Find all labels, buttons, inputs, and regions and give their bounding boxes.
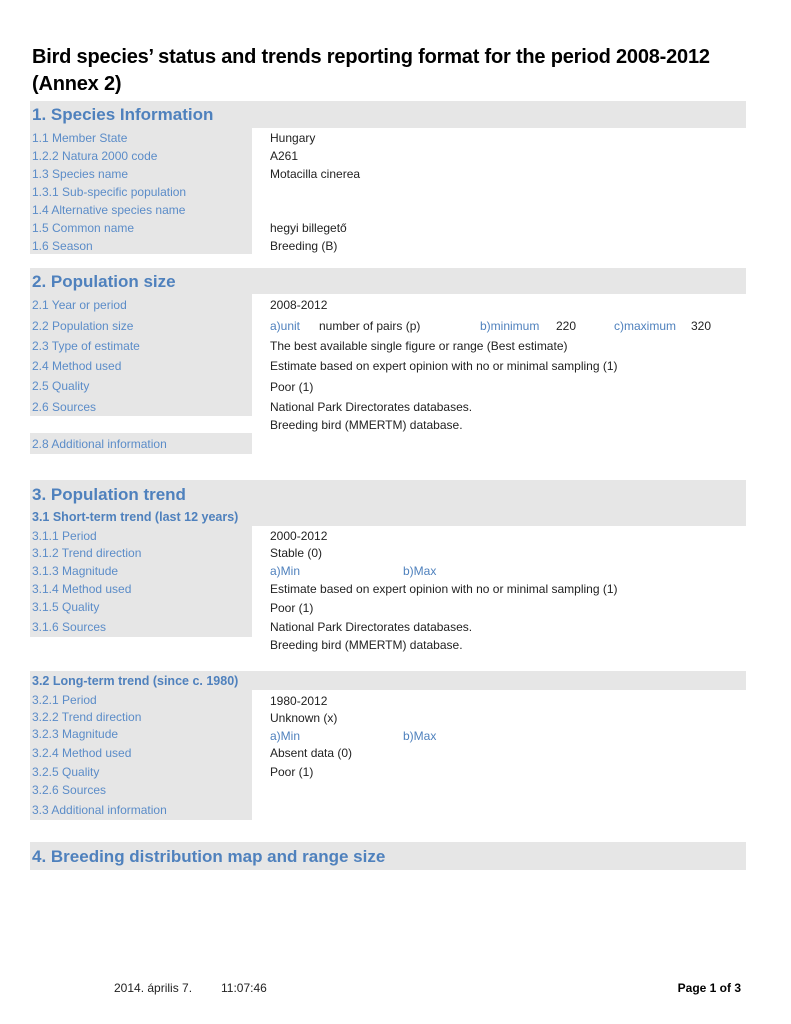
long-term-label-column xyxy=(30,690,252,820)
section-2-heading: 2. Population size xyxy=(32,272,176,291)
species-name-value: Motacilla cinerea xyxy=(270,167,361,181)
type-of-estimate-value: The best available single figure or range (Best estimate) xyxy=(270,339,568,353)
unit-value: number of pairs (p) xyxy=(319,319,421,333)
footer-date: 2014. április 7. xyxy=(114,981,193,995)
long-min-label: a)Min xyxy=(270,729,301,743)
member-state-value: Hungary xyxy=(270,131,316,145)
method-used-value: Estimate based on expert opinion with no or minimal sampling (1) xyxy=(270,359,618,373)
long-quality-value: Poor (1) xyxy=(270,765,314,779)
footer-time: 11:07:46 xyxy=(221,981,267,995)
short-quality-value: Poor (1) xyxy=(270,601,314,615)
subspecific-population-label: 1.3.1 Sub-specific population xyxy=(32,185,187,199)
long-period-value: 1980-2012 xyxy=(270,694,328,708)
title-line-1: Bird species’ status and trends reporting format for the period 2008-2012 xyxy=(32,46,710,68)
short-max-label: b)Max xyxy=(403,564,437,578)
section-1-heading: 1. Species Information xyxy=(32,105,214,124)
type-of-estimate-label: 2.3 Type of estimate xyxy=(32,339,140,353)
maximum-label: c)maximum xyxy=(614,319,676,333)
long-direction-label: 3.2.2 Trend direction xyxy=(32,710,142,724)
section-3-header xyxy=(30,480,746,508)
alternative-species-name-label: 1.4 Alternative species name xyxy=(32,203,186,217)
common-name-label: 1.5 Common name xyxy=(32,221,135,235)
minimum-label: b)minimum xyxy=(480,319,540,333)
long-direction-value: Unknown (x) xyxy=(270,711,338,725)
trend-additional-info-label: 3.3 Additional information xyxy=(32,803,167,817)
sources-label: 2.6 Sources xyxy=(32,400,97,414)
short-period-value: 2000-2012 xyxy=(270,529,328,543)
short-sources-label: 3.1.6 Sources xyxy=(32,620,107,634)
long-term-trend-header xyxy=(30,671,746,690)
long-method-value: Absent data (0) xyxy=(270,746,353,760)
short-quality-label: 3.1.5 Quality xyxy=(32,600,100,614)
section-2-additional-row xyxy=(30,433,252,454)
long-sources-label: 3.2.6 Sources xyxy=(32,783,107,797)
page-number: Page 1 of 3 xyxy=(677,981,741,995)
long-max-label: b)Max xyxy=(403,729,437,743)
section-2-label-column xyxy=(30,294,252,416)
season-label: 1.6 Season xyxy=(32,239,93,253)
document-title xyxy=(32,44,752,98)
short-magnitude-label: 3.1.3 Magnitude xyxy=(32,564,119,578)
section-2-header xyxy=(30,268,746,294)
section-4-header xyxy=(30,842,746,870)
short-sources-line-1: National Park Directorates databases. xyxy=(270,620,473,634)
natura-code-value: A261 xyxy=(270,149,299,163)
member-state-label: 1.1 Member State xyxy=(32,131,128,145)
short-term-trend-header xyxy=(30,508,746,526)
long-term-trend-heading: 3.2 Long-term trend (since c. 1980) xyxy=(32,674,239,688)
long-magnitude-label: 3.2.3 Magnitude xyxy=(32,727,119,741)
sources-value-line-2: Breeding bird (MMERTM) database. xyxy=(270,418,463,432)
section-3-heading: 3. Population trend xyxy=(32,485,186,504)
method-used-label: 2.4 Method used xyxy=(32,359,122,373)
long-period-label: 3.2.1 Period xyxy=(32,693,97,707)
short-period-label: 3.1.1 Period xyxy=(32,529,97,543)
unit-label: a)unit xyxy=(270,319,301,333)
year-period-label: 2.1 Year or period xyxy=(32,298,127,312)
maximum-value: 320 xyxy=(691,319,712,333)
section-4-heading: 4. Breeding distribution map and range size xyxy=(32,847,386,866)
population-size-label: 2.2 Population size xyxy=(32,319,134,333)
section-1-label-column xyxy=(30,128,252,254)
long-quality-label: 3.2.5 Quality xyxy=(32,765,100,779)
quality-label: 2.5 Quality xyxy=(32,379,90,393)
short-sources-line-2: Breeding bird (MMERTM) database. xyxy=(270,638,463,652)
short-method-value: Estimate based on expert opinion with no or minimal sampling (1) xyxy=(270,582,618,596)
quality-value: Poor (1) xyxy=(270,380,314,394)
section-1-header xyxy=(30,101,746,128)
natura-code-label: 1.2.2 Natura 2000 code xyxy=(32,149,158,163)
short-term-label-column xyxy=(30,526,252,637)
short-term-trend-heading: 3.1 Short-term trend (last 12 years) xyxy=(32,510,239,524)
title-line-2: (Annex 2) xyxy=(32,73,122,95)
species-name-label: 1.3 Species name xyxy=(32,167,129,181)
short-method-label: 3.1.4 Method used xyxy=(32,582,132,596)
common-name-value: hegyi billegető xyxy=(270,221,347,235)
minimum-value: 220 xyxy=(556,319,577,333)
season-value: Breeding (B) xyxy=(270,239,338,253)
short-direction-value: Stable (0) xyxy=(270,546,323,560)
sources-value-line-1: National Park Directorates databases. xyxy=(270,400,473,414)
short-min-label: a)Min xyxy=(270,564,301,578)
year-period-value: 2008-2012 xyxy=(270,298,328,312)
additional-info-label: 2.8 Additional information xyxy=(32,437,167,451)
long-method-label: 3.2.4 Method used xyxy=(32,746,132,760)
short-direction-label: 3.1.2 Trend direction xyxy=(32,546,142,560)
